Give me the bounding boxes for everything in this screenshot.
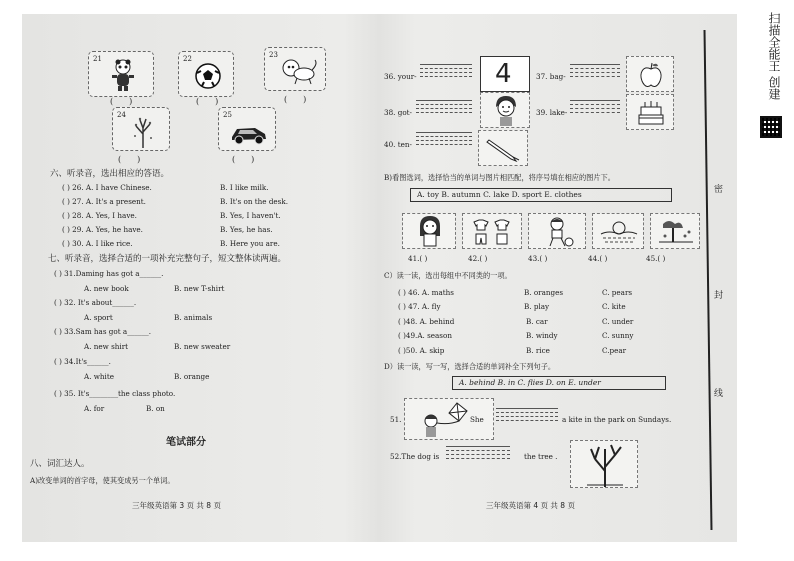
pen-card — [478, 130, 528, 166]
writing-lines-51 — [496, 408, 558, 424]
partB-picture-41 — [402, 213, 456, 249]
item-46-b: B. oranges — [524, 288, 564, 297]
clothes-icon — [471, 218, 515, 246]
monkey-icon — [279, 56, 319, 86]
boy-sport-icon — [543, 216, 575, 248]
item-47-b: B. play — [524, 302, 550, 311]
q52-rest: the tree . — [524, 452, 558, 461]
item-27: ( ) 27. A. It's a present. — [62, 197, 146, 206]
answer-paren-24: ( ) — [118, 155, 141, 164]
partB-picture-42 — [462, 213, 522, 249]
q33: ( ) 33.Sam has got a______. — [54, 327, 152, 336]
binding-char-line: 线 — [714, 389, 724, 399]
tree-icon — [131, 114, 155, 148]
word-40: 40. ten- — [384, 140, 412, 149]
writing-lines-52 — [446, 446, 510, 462]
answer-paren-23: ( ) — [284, 95, 307, 104]
panda-icon — [109, 58, 137, 92]
item-46-c: C. pears — [602, 288, 633, 297]
item-26-b: B. I like milk. — [220, 183, 269, 192]
picture-number: 25 — [223, 111, 232, 119]
item-46: ( ) 46. A. maths — [398, 288, 454, 297]
answer-paren-21: ( ) — [110, 97, 133, 106]
q51-number: 51. — [390, 415, 402, 424]
part8-heading: 八、词汇达人。 — [30, 459, 90, 469]
girl-icon — [493, 95, 519, 127]
q32: ( ) 32. It's about______. — [54, 298, 137, 307]
q31-b: B. new T-shirt — [174, 284, 225, 293]
partD-options: A. behind B. in C. flies D. on E. under — [452, 376, 666, 390]
item-50: ( )50. A. skip — [398, 346, 445, 355]
left-page-footer: 三年级英语第 3 页 共 8 页 — [132, 501, 221, 510]
item-29-b: B. Yes, he has. — [220, 225, 273, 234]
q35-a: A. for — [84, 404, 105, 413]
q31: ( ) 31.Daming has got a______. — [54, 269, 164, 278]
q35: ( ) 35. It's________the class photo. — [54, 389, 176, 398]
pen-icon — [485, 135, 523, 163]
q34-b: B. orange — [174, 372, 210, 381]
partB-picture-43 — [528, 213, 586, 249]
item-49: ( )49.A. season — [398, 331, 452, 340]
qr-code-icon — [760, 116, 782, 138]
item-48-c: C. under — [602, 317, 634, 326]
autumn-tree-icon — [657, 218, 695, 246]
item-49-c: C. sunny — [602, 331, 634, 340]
lake-icon — [599, 218, 639, 246]
girl-card — [480, 92, 530, 128]
number-card — [480, 56, 530, 92]
partC-heading: C）读一读，选出每组中不同类的一项。 — [384, 271, 512, 280]
part8a-instruction: A)改变单词的首字母，使其变成另一个单词。 — [30, 476, 175, 485]
cake-icon — [637, 99, 665, 127]
part7-heading: 七、听录音，选择合适的一项补充完整句子，短文整体读两遍。 — [48, 254, 287, 264]
item-28: ( ) 28. A. Yes, I have. — [62, 211, 137, 220]
writing-lines-36 — [420, 64, 472, 80]
binding-char-close: 封 — [714, 291, 724, 301]
apple-card — [626, 56, 674, 92]
picture-number: 22 — [183, 55, 192, 63]
word-38: 38. got- — [384, 108, 412, 117]
picture-box-25 — [218, 107, 276, 151]
partB-picture-45 — [650, 213, 700, 249]
picture-number: 24 — [117, 111, 126, 119]
picture-box-21 — [88, 51, 154, 97]
word-39: 39. lake- — [536, 108, 568, 117]
partB-options: A. toy B. autumn C. lake D. sport E. clothes — [410, 188, 672, 202]
q31-a: A. new book — [84, 284, 129, 293]
binding-char-seal: 密 — [714, 185, 724, 195]
partD-heading: D）读一读，写一写，选择合适的单词补全下列句子。 — [384, 362, 556, 371]
item-30-b: B. Here you are. — [220, 239, 280, 248]
q32-a: A. sport — [84, 313, 113, 322]
item-30: ( ) 30. A. I like rice. — [62, 239, 133, 248]
cake-card — [626, 94, 674, 130]
item-29: ( ) 29. A. Yes, he have. — [62, 225, 143, 234]
item-48-b: B. car — [526, 317, 548, 326]
blank-41: 41.( ) — [408, 254, 428, 263]
right-page-footer: 三年级英语第 4 页 共 8 页 — [486, 501, 575, 510]
writing-lines-38 — [416, 100, 472, 116]
q34: ( ) 34.It's______. — [54, 357, 111, 366]
part6-heading: 六、听录音，选出相应的答语。 — [50, 169, 170, 179]
word-36: 36. your- — [384, 72, 417, 81]
toy-car-icon — [229, 122, 269, 146]
doll-icon — [418, 216, 442, 248]
q52-start: 52.The dog is — [390, 452, 440, 461]
bare-tree-icon — [585, 443, 625, 487]
scanner-watermark: 扫描全能王 创建 — [767, 12, 781, 100]
writing-lines-40 — [416, 132, 472, 148]
item-48: ( )48. A. behind — [398, 317, 455, 326]
writing-lines-39 — [570, 100, 620, 116]
partB-heading: B)看图选词，选择恰当的单词与图片相匹配，将序号填在相应的图片下。 — [384, 173, 615, 182]
item-50-c: C.pear — [602, 346, 627, 355]
item-47-c: C. kite — [602, 302, 626, 311]
written-section-title: 笔试部分 — [166, 437, 206, 448]
picture-box-24 — [112, 107, 170, 151]
answer-paren-25: ( ) — [232, 155, 255, 164]
q51-rest: a kite in the park on Sundays. — [562, 415, 672, 424]
q35-b: B. on — [146, 404, 165, 413]
item-50-b: B. rice — [526, 346, 550, 355]
q34-a: A. white — [84, 372, 114, 381]
picture-number: 23 — [269, 51, 278, 59]
blank-45: 45.( ) — [646, 254, 666, 263]
q51-she: She — [470, 415, 484, 424]
picture-number: 21 — [93, 55, 102, 63]
number-card-digit: 4 — [495, 59, 512, 89]
q32-b: B. animals — [174, 313, 213, 322]
apple-icon — [637, 61, 665, 89]
writing-lines-37 — [570, 64, 620, 80]
answer-paren-22: ( ) — [196, 97, 219, 106]
football-icon — [194, 62, 222, 90]
item-49-b: B. windy — [526, 331, 558, 340]
blank-44: 44.( ) — [588, 254, 608, 263]
item-27-b: B. It's on the desk. — [220, 197, 289, 206]
item-26: ( ) 26. A. I have Chinese. — [62, 183, 152, 192]
q33-b: B. new sweater — [174, 342, 231, 351]
item-47: ( ) 47. A. fly — [398, 302, 441, 311]
blank-43: 43.( ) — [528, 254, 548, 263]
q33-a: A. new shirt — [84, 342, 129, 351]
exam-sheet — [22, 14, 737, 542]
partB-picture-44 — [592, 213, 644, 249]
item-28-b: B. Yes, I haven't. — [220, 211, 281, 220]
word-37: 37. bag- — [536, 72, 566, 81]
picture-box-23 — [264, 47, 326, 91]
blank-42: 42.( ) — [468, 254, 488, 263]
picture-box-22 — [178, 51, 234, 97]
tree-picture — [570, 440, 638, 488]
